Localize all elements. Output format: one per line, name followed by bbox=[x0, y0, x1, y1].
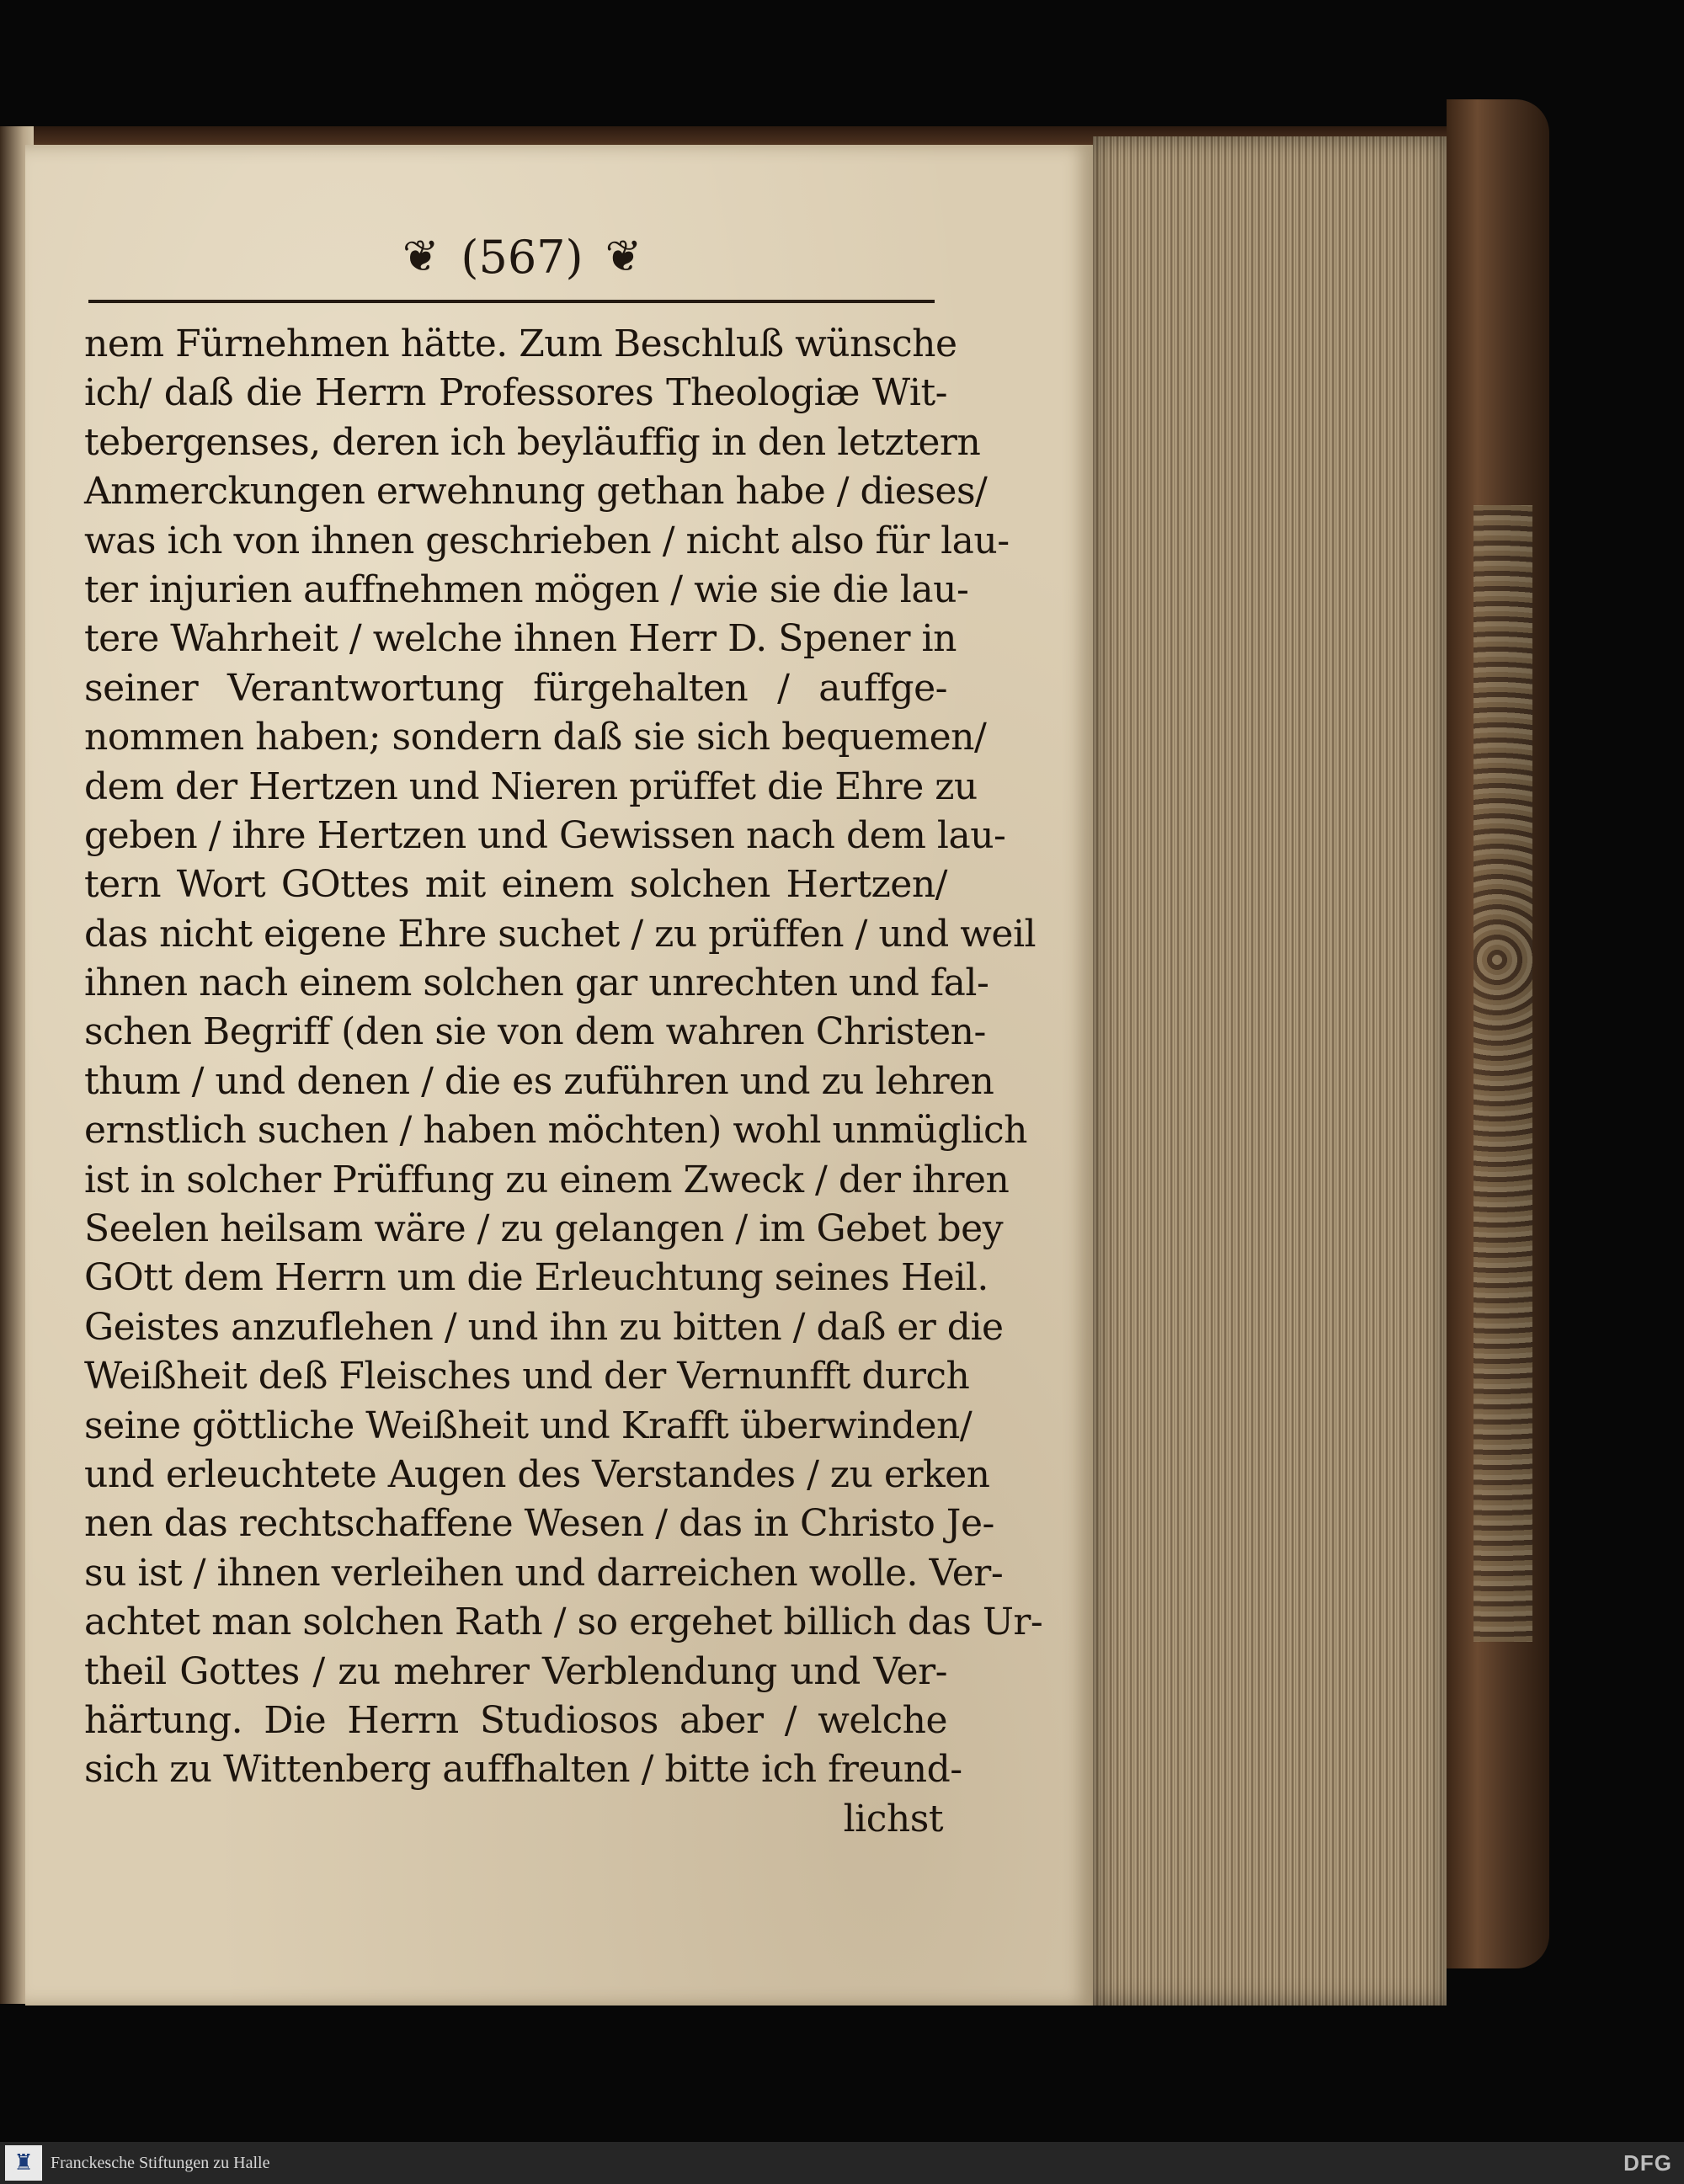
text-line: nommen haben; sondern daß sie sich bequemen/ bbox=[84, 716, 987, 759]
catchword: lichst bbox=[843, 1797, 943, 1840]
text-line: tebergenses, deren ich beyläuffig in den letztern bbox=[84, 420, 981, 464]
institution-logo-icon: ♜ bbox=[5, 2145, 42, 2181]
text-line: ich/ daß die Herrn Professores Theologiæ Wit- bbox=[84, 371, 947, 415]
text-line: härtung. Die Herrn Studiosos aber / welche bbox=[84, 1698, 947, 1742]
text-line: ter injurien auffnehmen mögen / wie sie die lau- bbox=[84, 567, 969, 611]
text-line: und erleuchtete Augen des Verstandes / zu erken bbox=[84, 1452, 990, 1496]
viewer-footer bbox=[0, 2142, 1684, 2184]
funder-logo: DFG bbox=[1623, 2150, 1672, 2176]
institution-name: Franckesche Stiftungen zu Halle bbox=[51, 2154, 270, 2172]
text-line: seiner Verantwortung fürgehalten / auffge- bbox=[84, 666, 947, 710]
text-line: seine göttliche Weißheit und Krafft überwinden/ bbox=[84, 1404, 973, 1447]
page-block-edges bbox=[1093, 136, 1447, 2006]
text-line: dem der Hertzen und Nieren prüffet die Ehre zu bbox=[84, 764, 978, 808]
text-line: schen Begriff (den sie von dem wahren Christen- bbox=[84, 1010, 986, 1054]
text-line: thum / und denen / die es zuführen und zu lehren bbox=[84, 1059, 994, 1103]
text-line: theil Gottes / zu mehrer Verblendung und Ver- bbox=[84, 1649, 947, 1693]
text-line: nen das rechtschaffene Wesen / das in Christo Je- bbox=[84, 1502, 994, 1546]
page-number: (567) bbox=[461, 230, 584, 284]
text-line: tern Wort GOttes mit einem solchen Hertzen/ bbox=[84, 863, 947, 907]
text-line: ihnen nach einem solchen gar unrechten und fal- bbox=[84, 961, 989, 1005]
text-line: GOtt dem Herrn um die Erleuchtung seines Heil. bbox=[84, 1256, 989, 1300]
ornament-right-icon: ❦ bbox=[605, 232, 642, 282]
text-line: sich zu Wittenberg auffhalten / bitte ich freund- bbox=[84, 1748, 962, 1792]
text-line: tere Wahrheit / welche ihnen Herr D. Spener in bbox=[84, 617, 957, 661]
text-line: su ist / ihnen verleihen und darreichen wolle. Ver- bbox=[84, 1551, 1004, 1595]
text-line: was ich von ihnen geschrieben / nicht also für lau- bbox=[84, 519, 1010, 562]
text-line: achtet man solchen Rath / so ergehet billich das Ur- bbox=[84, 1601, 1043, 1644]
text-line: nem Fürnehmen hätte. Zum Beschluß wünsche bbox=[84, 322, 957, 365]
text-line: Weißheit deß Fleisches und der Vernunfft durch bbox=[84, 1355, 970, 1398]
text-line: das nicht eigene Ehre suchet / zu prüffen / und weil bbox=[84, 912, 1037, 956]
text-line: geben / ihre Hertzen und Gewissen nach dem lau- bbox=[84, 813, 1006, 857]
text-line: Anmerckungen erwehnung gethan habe / dieses/ bbox=[84, 470, 988, 514]
ornament-left-icon: ❦ bbox=[402, 232, 440, 282]
text-line: ist in solcher Prüffung zu einem Zweck / der ihren bbox=[84, 1158, 1010, 1201]
body-text bbox=[84, 320, 1043, 1844]
text-line: Seelen heilsam wäre / zu gelangen / im Gebet bey bbox=[84, 1207, 1004, 1251]
header-rule bbox=[88, 300, 935, 303]
text-line: ernstlich suchen / haben möchten) wohl unmüglich bbox=[84, 1109, 1027, 1153]
marbled-endpaper bbox=[1474, 505, 1532, 1642]
text-line: Geistes anzuflehen / und ihn zu bitten / daß er die bbox=[84, 1305, 1004, 1349]
running-head bbox=[337, 227, 707, 286]
